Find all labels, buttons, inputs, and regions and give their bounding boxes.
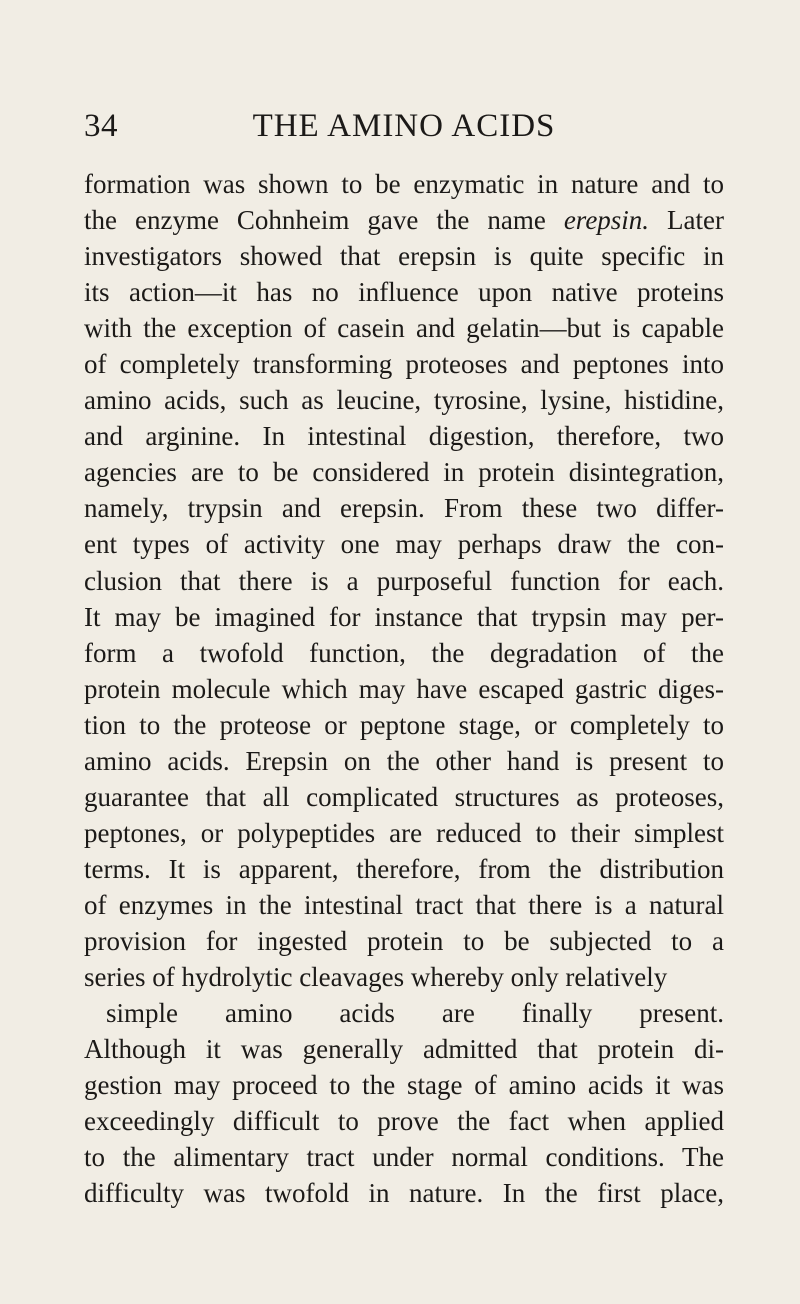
text-line [84, 202, 724, 238]
text-line: namely, trypsin and erepsin. From these two differ- [84, 493, 724, 524]
italic-term: erepsin. [563, 205, 650, 236]
running-title: THE AMINO ACIDS [252, 108, 556, 144]
text-line: guarantee that all complicated structures as proteoses, [84, 781, 724, 812]
body-text [84, 166, 724, 1211]
text-line: agencies are to be considered in protein disintegration, [84, 457, 724, 488]
text-line: form a twofold function, the degradation of the [84, 637, 724, 668]
text-line: Although it was generally admitted that protein di- [84, 1034, 724, 1065]
text-line: terms. It is apparent, therefore, from the distribution [84, 853, 724, 884]
text-line: formation was shown to be enzymatic in nature and to [84, 169, 724, 199]
text-line: exceedingly difficult to prove the fact when applied [84, 1106, 724, 1137]
text-line: provision for ingested protein to be subjected to a [84, 925, 724, 956]
page-number: 34 [84, 108, 118, 144]
text-line: clusion that there is a purposeful function for each. [84, 565, 724, 596]
text-line: protein molecule which may have escaped gastric diges- [84, 673, 724, 704]
text-line: difficulty was twofold in nature. In the first place, [84, 1178, 724, 1209]
text-line: and arginine. In intestinal digestion, therefore, two [84, 421, 724, 452]
running-head [84, 108, 724, 152]
text-line: of enzymes in the intestinal tract that there is a natural [84, 889, 724, 920]
text-fragment: Later [649, 205, 725, 236]
text-line: amino acids. Erepsin on the other hand is present to [84, 745, 724, 776]
text-line: to the alimentary tract under normal conditions. The [84, 1142, 724, 1173]
text-line: It may be imagined for instance that trypsin may per- [84, 601, 724, 632]
text-line: with the exception of casein and gelatin—but is capable [84, 313, 724, 344]
text-line: ent types of activity one may perhaps draw the con- [84, 529, 724, 560]
text-line: its action—it has no influence upon native proteins [84, 277, 724, 308]
text-line: gestion may proceed to the stage of amino acids it was [84, 1070, 724, 1101]
text-line: amino acids, such as leucine, tyrosine, lysine, histidine, [84, 385, 724, 416]
text-line: simple amino acids are finally present. [106, 998, 724, 1029]
text-line: series of hydrolytic cleavages whereby only relatively [84, 962, 668, 993]
text-line: peptones, or polypeptides are reduced to their simplest [84, 817, 724, 848]
text-line: tion to the proteose or peptone stage, or completely to [84, 709, 724, 740]
text-fragment: the enzyme Cohnheim gave the name [84, 205, 564, 236]
text-line: of completely transforming proteoses and peptones into [84, 349, 724, 380]
text-line: investigators showed that erepsin is quite specific in [84, 241, 724, 272]
